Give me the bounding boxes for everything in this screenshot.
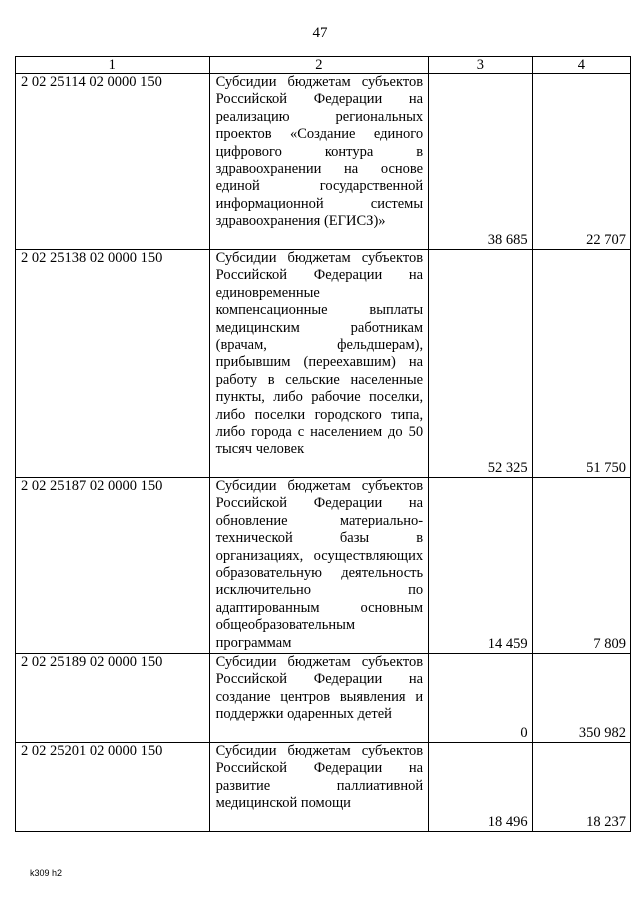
value-column-4: 22 707	[532, 74, 630, 250]
value-column-4: 350 982	[532, 654, 630, 743]
value-column-3: 18 496	[429, 743, 533, 832]
budget-code: 2 02 25187 02 0000 150	[16, 478, 210, 654]
footer-mark: k309 h2	[30, 868, 63, 878]
value-column-3: 0	[429, 654, 533, 743]
table-row	[16, 478, 631, 654]
table-row	[16, 74, 631, 250]
table-row	[16, 654, 631, 743]
value-column-4: 51 750	[532, 250, 630, 478]
table-row	[16, 250, 631, 478]
subsidy-description: Субсидии бюджетам субъектов Российской Федерации на реализацию региональных проектов «Создание единого цифрового контура в здравоохранении на основе единой государственной информационной системы здравоохранения (ЕГИСЗ)»	[209, 74, 428, 250]
page-number: 47	[312, 25, 328, 41]
subsidy-description: Субсидии бюджетам субъектов Российской Федерации на единовременные компенсационные выплаты медицинским работникам (врачам, фельдшерам), прибывшим (переехавшим) на работу в сельские населенные пункты, либо рабочие поселки, либо поселки городского типа, либо города с населением до 50 тысяч человек	[209, 250, 428, 478]
table-row	[16, 743, 631, 832]
budget-table	[15, 56, 631, 832]
value-column-4: 18 237	[532, 743, 630, 832]
value-column-3: 38 685	[429, 74, 533, 250]
value-column-3: 14 459	[429, 478, 533, 654]
budget-code: 2 02 25114 02 0000 150	[16, 74, 210, 250]
column-header-2: 2	[209, 57, 428, 74]
header-row	[16, 57, 631, 74]
value-column-3: 52 325	[429, 250, 533, 478]
column-header-1: 1	[16, 57, 210, 74]
budget-code: 2 02 25201 02 0000 150	[16, 743, 210, 832]
budget-code: 2 02 25189 02 0000 150	[16, 654, 210, 743]
column-header-4: 4	[532, 57, 630, 74]
subsidy-description: Субсидии бюджетам субъектов Российской Федерации на создание центров выявления и поддержки одаренных детей	[209, 654, 428, 743]
subsidy-description: Субсидии бюджетам субъектов Российской Федерации на развитие паллиативной медицинской помощи	[209, 743, 428, 832]
value-column-4: 7 809	[532, 478, 630, 654]
budget-code: 2 02 25138 02 0000 150	[16, 250, 210, 478]
column-header-3: 3	[429, 57, 533, 74]
subsidy-description: Субсидии бюджетам субъектов Российской Федерации на обновление материально-технической базы в организациях, осуществляющих образовательную деятельность исключительно по адаптированным основным общеобразовательным программам	[209, 478, 428, 654]
